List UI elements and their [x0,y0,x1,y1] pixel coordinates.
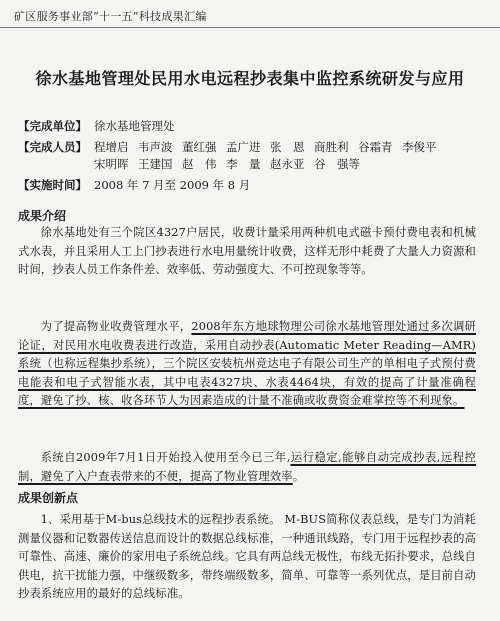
underlined-text: 2008年东方地球物理公司徐水基地管理处通过多次调研论证，对民用水电收费表进行改造，采用自动抄表(Automatic Meter Reading—AMR)系统（也称远程集抄系统），三个院区安装杭州竞达电子有限公司生产的单相电子式预付费电能表和电子式智能水表，其中电表4327块、水表4464块，有效的提高了计量准确程度，避免了抄、核、收各环节人为因素造成的计量不准确或收费资金难掌控等不利现象。 [18,320,477,408]
innovation-paragraph [18,511,476,604]
innovation-section-title: 成果创新点 [18,491,79,505]
time-row [18,177,488,194]
paragraph-end: 。 [292,469,305,483]
person: 李 量 [226,157,261,171]
page-header [0,0,500,28]
person: 孟广进 [226,140,261,154]
intro-paragraph-3 [18,449,476,486]
paragraph-lead: 为了提高物业收费管理水平， [40,320,192,333]
person: 张 恩 [270,140,305,154]
paragraph-text: 1、采用基于M-bus总线技术的远程抄表系统。 M-BUS简称仪表总线，是专门为消耗测量仪器和记数器传送信息而设计的数据总线标准，一种通讯线路，专门用于远程抄表的高可靠性、高速、廉价的家用电子系统总线。它具有两总线无极性，布线无拓扑要求，总线自供电，抗干扰能力强，中继级数多，带终端级数多，简单、可靠等一系列优点，是目前自动抄表系统应用的最好的总线标准。 [18,513,476,601]
person: 宋明晖 [94,157,129,171]
person: 谷霜青 [358,140,393,154]
person: 谷 强等 [314,157,360,171]
unit-value: 徐水基地管理处 [94,119,175,133]
people-row [18,139,488,173]
intro-paragraph-1 [18,224,476,280]
intro-section-title: 成果介绍 [18,209,67,223]
paragraph-text [18,449,476,486]
person: 商胜利 [314,140,349,154]
person: 韦声波 [138,140,173,154]
person: 程增启 [94,140,129,154]
person: 赵 伟 [182,157,217,171]
paragraph-text [18,318,476,411]
person: 赵永亚 [270,157,305,171]
person: 王建国 [138,157,173,171]
page-title: 徐水基地管理处民用水电远程抄表集中监控系统研发与应用 [35,69,465,88]
intro-paragraph-2 [18,318,476,411]
people-label: 【完成人员】 [18,140,87,154]
time-value: 2008 年 7 月至 2009 年 8 月 [94,178,251,192]
person: 李俊平 [402,140,437,154]
paragraph-text: 徐水基地处有三个院区4327户居民，收费计量采用两种机电式磁卡预付费电表和机械式水表，并且采用人工上门抄表进行水电用量统计收费，这样无形中耗费了大量人力资源和时间，抄表人员工作条件差、效率低、劳动强度大、不可控现象等等。 [18,226,476,277]
underlined-text: 运行稳定,能够自动完成抄表,远程控制，避免了入户查表带来的不便，提高了物业管理效率 [18,451,477,483]
people-list [94,139,488,173]
unit-label: 【完成单位】 [18,119,87,133]
person: 董红强 [182,140,217,154]
unit-row [18,118,488,135]
header-text: 矿区服务事业部“十一五”科技成果汇编 [14,10,207,23]
paragraph-lead: 系统自2009年7月1日开始投入使用至今已三年, [40,451,291,464]
info-block [18,118,488,198]
time-label: 【实施时间】 [18,178,87,192]
